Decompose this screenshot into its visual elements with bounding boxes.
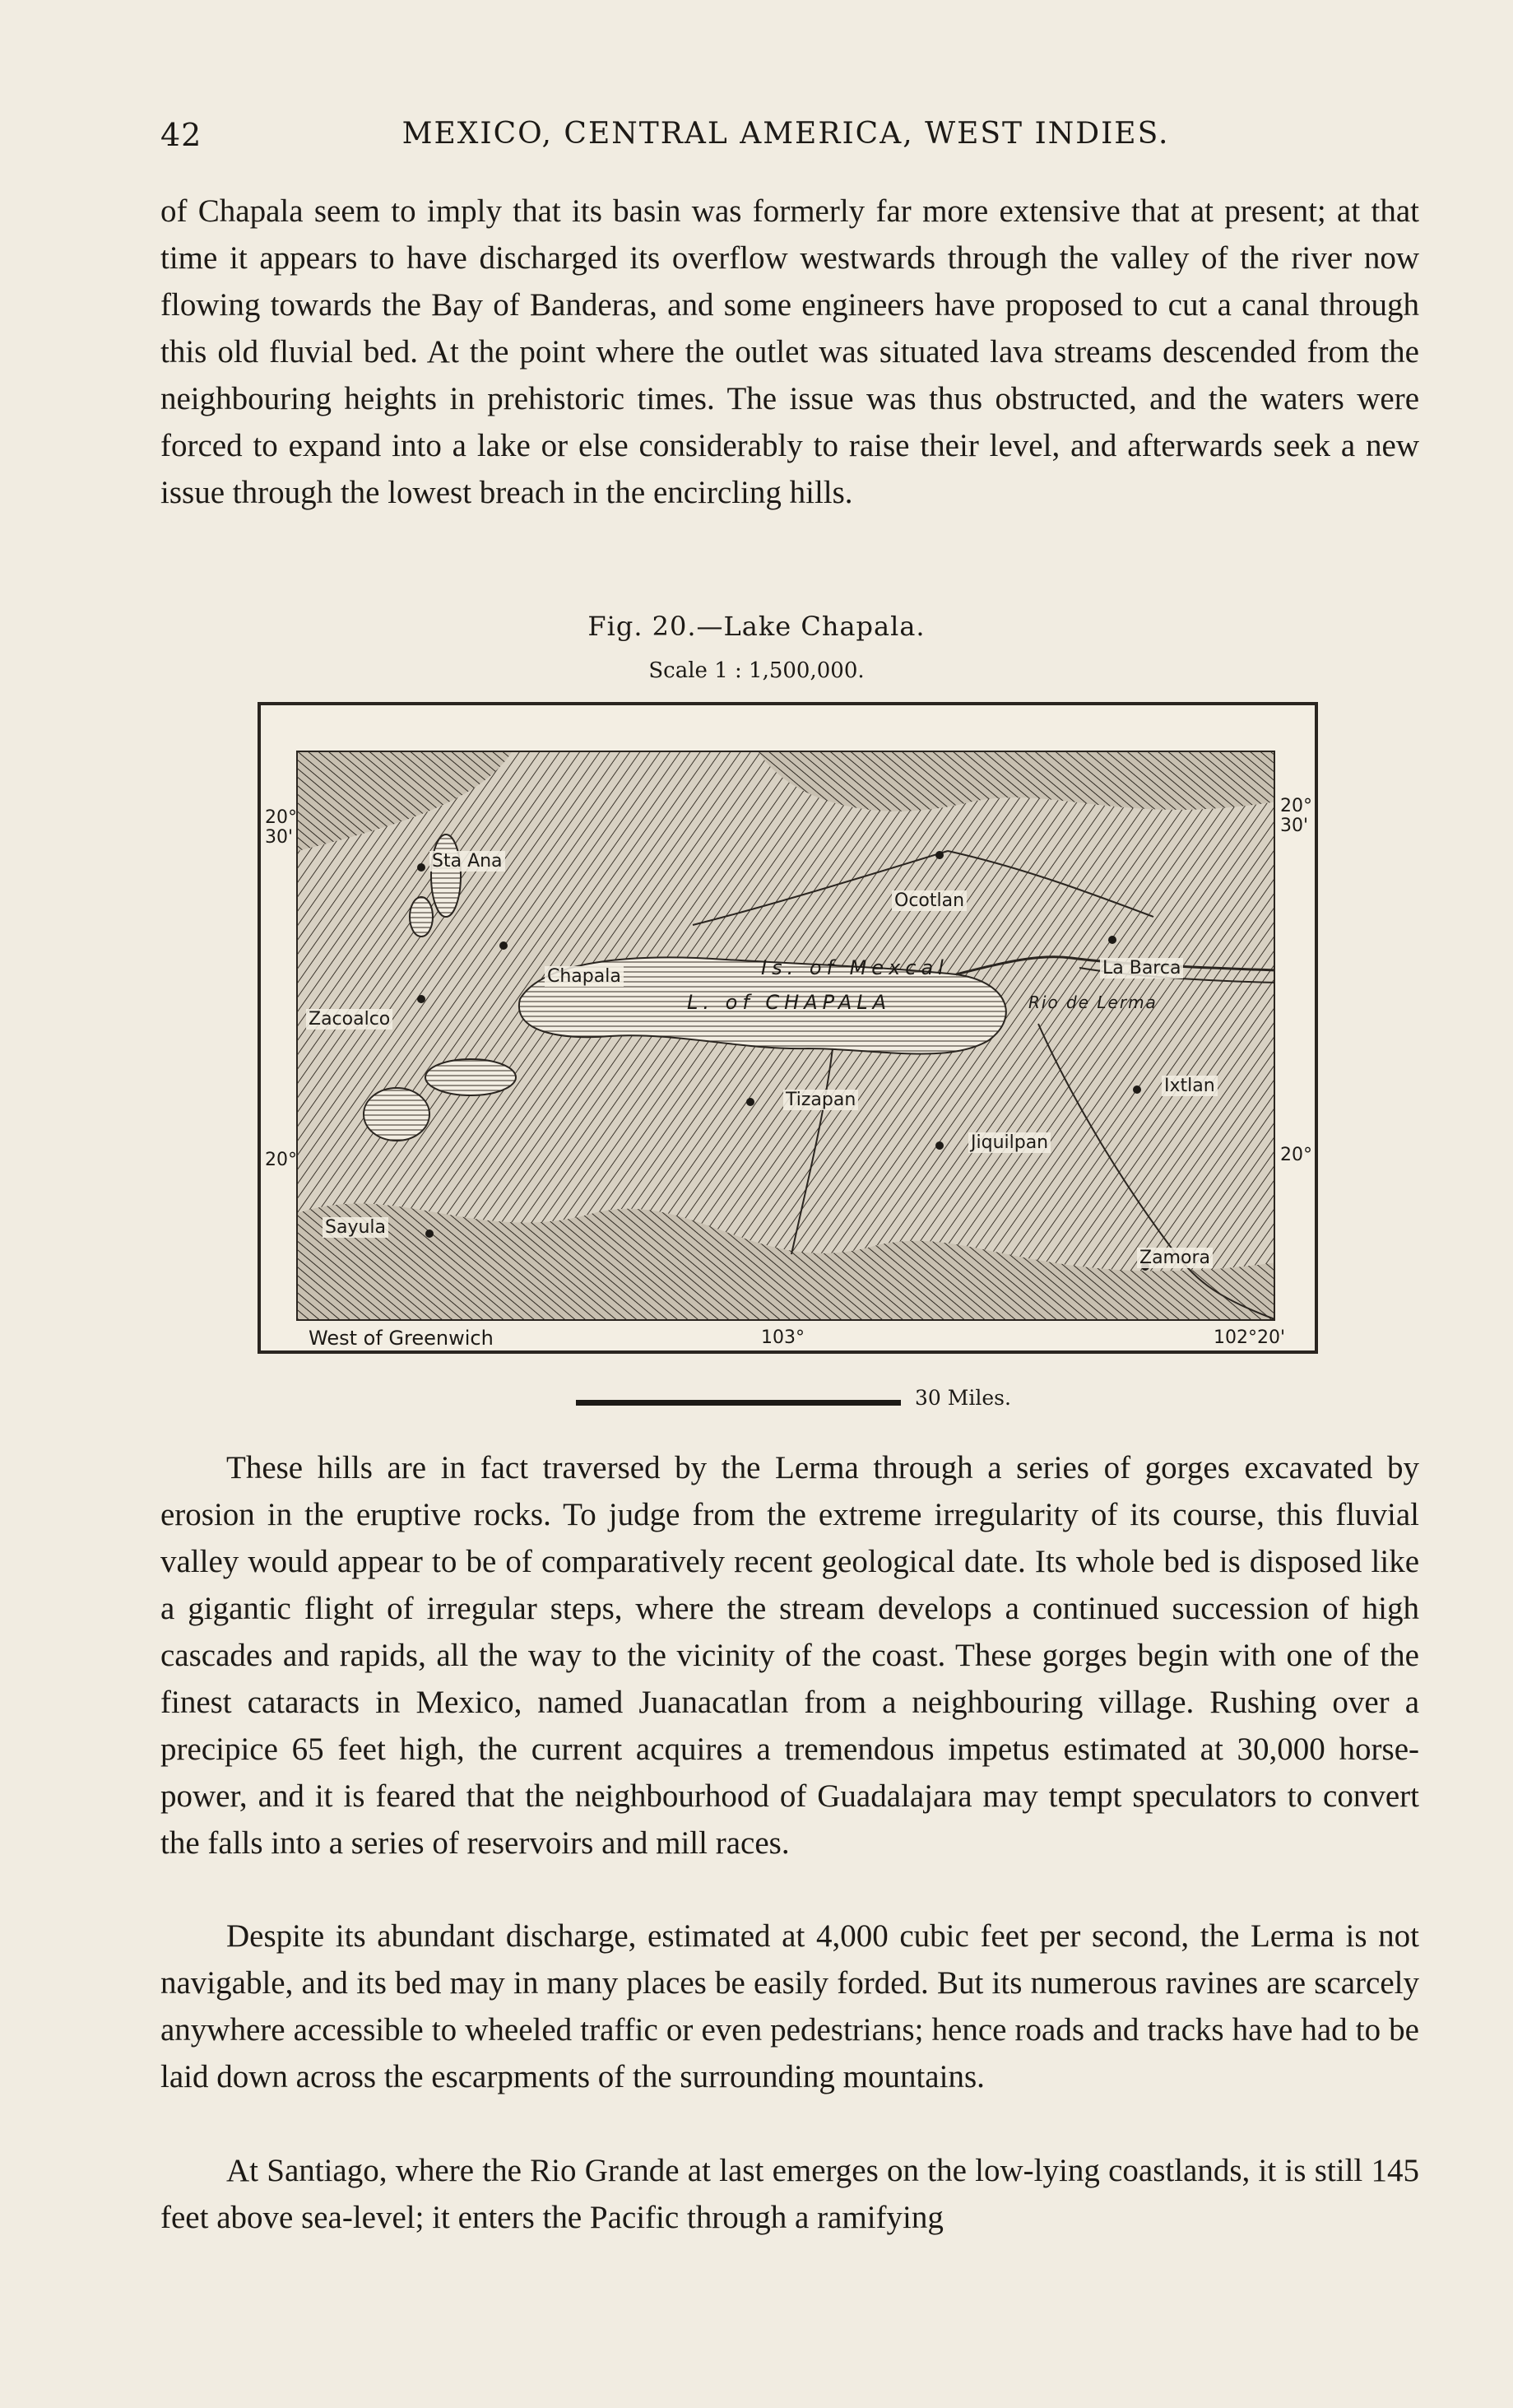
coord-left-mid: 20° (265, 1150, 297, 1170)
paragraph-3: Despite its abundant discharge, estimated at 4,000 cubic feet per second, the Lerma is not navigable, and its bed may in many places be easily forded. But its numerous ravines are scarcely anywhere accessible to wheeled traffic or even pedestrians; hence roads and tracks have had to be laid down across the escarpments of the surrounding mountains. (160, 1918, 1419, 2094)
coord-left-top: 20° 30' (265, 807, 297, 848)
place-zacoalco: Zacoalco (306, 1009, 392, 1030)
paragraph-1: of Chapala seem to imply that its basin was formerly far more extensive that at present; at that time it appears to have discharged its overflow westwards through the valley of the river now flowing towards the Bay of Banderas, and some engineers have proposed to cut a canal through this old fluvial bed. At the point where the outlet was situated lava streams descended from the neighbouring heights in prehistoric times. The issue was thus obstructed, and the waters were forced to expand into a lake or else considerably to raise their level, and afterwards seek a new issue through the lowest breach in the encircling hills. (160, 193, 1419, 510)
figure-scale: Scale 1 : 1,500,000. (648, 658, 865, 683)
coord-103: 103° (761, 1327, 805, 1348)
label-island-mexcal: Is. of Mexcal (761, 956, 949, 979)
place-zamora: Zamora (1137, 1248, 1213, 1268)
scale-bar-label: 30 Miles. (915, 1386, 1011, 1410)
scale-bar (576, 1400, 901, 1406)
place-ocotlan: Ocotlan (892, 890, 967, 911)
place-la-barca: La Barca (1100, 958, 1183, 979)
coord-102-20: 102°20' (1214, 1327, 1286, 1348)
place-sayula: Sayula (323, 1217, 388, 1238)
place-sta-ana: Sta Ana (429, 851, 505, 872)
place-jiquilpan: Jiquilpan (968, 1132, 1051, 1153)
map-relief-graphic (298, 752, 1275, 1321)
running-head: MEXICO, CENTRAL AMERICA, WEST INDIES. (401, 117, 1170, 151)
paragraph-4: At Santiago, where the Rio Grande at last emerges on the low-lying coastlands, it is still 145 feet above sea-level; it enters the Pacific through a ramifying (160, 2153, 1419, 2235)
place-ixtlan: Ixtlan (1162, 1076, 1218, 1096)
label-lake-chapala: L. of CHAPALA (687, 991, 892, 1014)
lake-chapala-map (296, 751, 1275, 1321)
paragraph-2: These hills are in fact traversed by the Lerma through a series of gorges excavated by erosion in the eruptive rocks. To judge from the extreme irregularity of its course, this fluvial valley would appear to be of comparatively recent geological date. Its whole bed is disposed like a gigantic flight of irregular steps, where the stream develops a continued succession of high cascades and rapids, all the way to the vicinity of the coast. These gorges begin with one of the finest cataracts in Mexico, named Juanacatlan from a neighbouring village. Rushing over a precipice 65 feet high, the current acquires a tremendous impetus estimated at 30,000 horse-power, and it is feared that the neighbourhood of Guadalajara may tempt speculators to convert the falls into a series of reservoirs and mill races. (160, 1450, 1419, 1861)
page-header (160, 117, 1362, 156)
coord-right-top: 20° 30' (1280, 796, 1312, 836)
place-chapala: Chapala (545, 966, 624, 987)
coord-west-of-greenwich: West of Greenwich (309, 1327, 494, 1350)
coord-right-mid: 20° (1280, 1145, 1312, 1165)
figure-caption: Fig. 20.—Lake Chapala. (587, 611, 926, 642)
page-number: 42 (160, 117, 202, 153)
label-rio-lerma: Rio de Lerma (1028, 992, 1158, 1012)
place-tizapan: Tizapan (783, 1090, 858, 1110)
